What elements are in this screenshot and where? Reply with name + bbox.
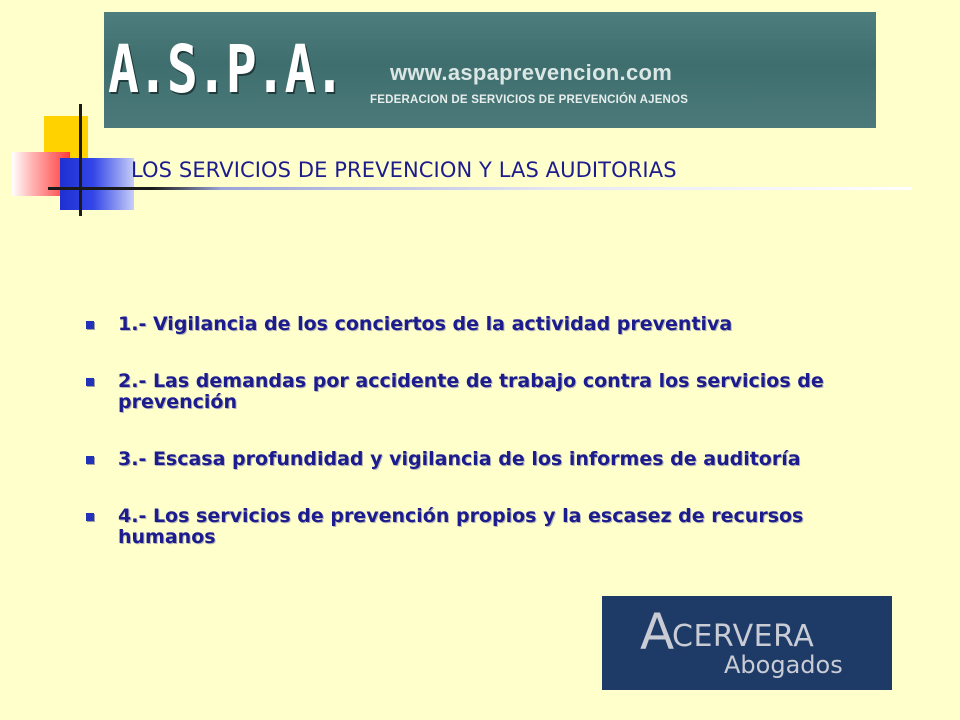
square-bullet-icon — [86, 513, 94, 521]
bullet-item — [86, 314, 888, 335]
acervera-logo-name: CERVERA — [672, 619, 815, 654]
bullet-text: 4.- Los servicios de prevención propios y la escasez de recursos humanos — [118, 505, 804, 548]
acervera-logo-subtitle: Abogados — [724, 651, 843, 679]
bullet-text: 3.- Escasa profundidad y vigilancia de los informes de auditoría — [118, 448, 801, 470]
website-url: www.aspaprevencion.com — [390, 60, 673, 85]
federation-name: FEDERACION DE SERVICIOS DE PREVENCIÓN AJENOS — [370, 94, 689, 106]
acervera-logo — [602, 596, 892, 690]
slide-title: LOS SERVICIOS DE PREVENCION Y LAS AUDITORIAS — [131, 158, 677, 182]
square-bullet-icon — [86, 378, 94, 386]
square-bullet-icon — [86, 321, 94, 329]
decorative-blue-block — [60, 158, 134, 210]
decorative-vertical-line — [79, 104, 82, 216]
bullet-text: 1.- Vigilancia de los conciertos de la actividad preventiva — [118, 313, 733, 335]
bullet-list — [86, 314, 906, 584]
bullet-item — [86, 506, 888, 548]
bullet-item — [86, 371, 888, 413]
aspa-logo: A.S.P.A. — [108, 31, 344, 108]
bullet-item — [86, 449, 888, 470]
title-underline — [48, 187, 912, 190]
aspa-banner — [104, 12, 876, 128]
square-bullet-icon — [86, 456, 94, 464]
acervera-logo-initial: A — [640, 603, 675, 661]
bullet-text: 2.- Las demandas por accidente de trabajo contra los servicios de prevención — [118, 370, 824, 413]
